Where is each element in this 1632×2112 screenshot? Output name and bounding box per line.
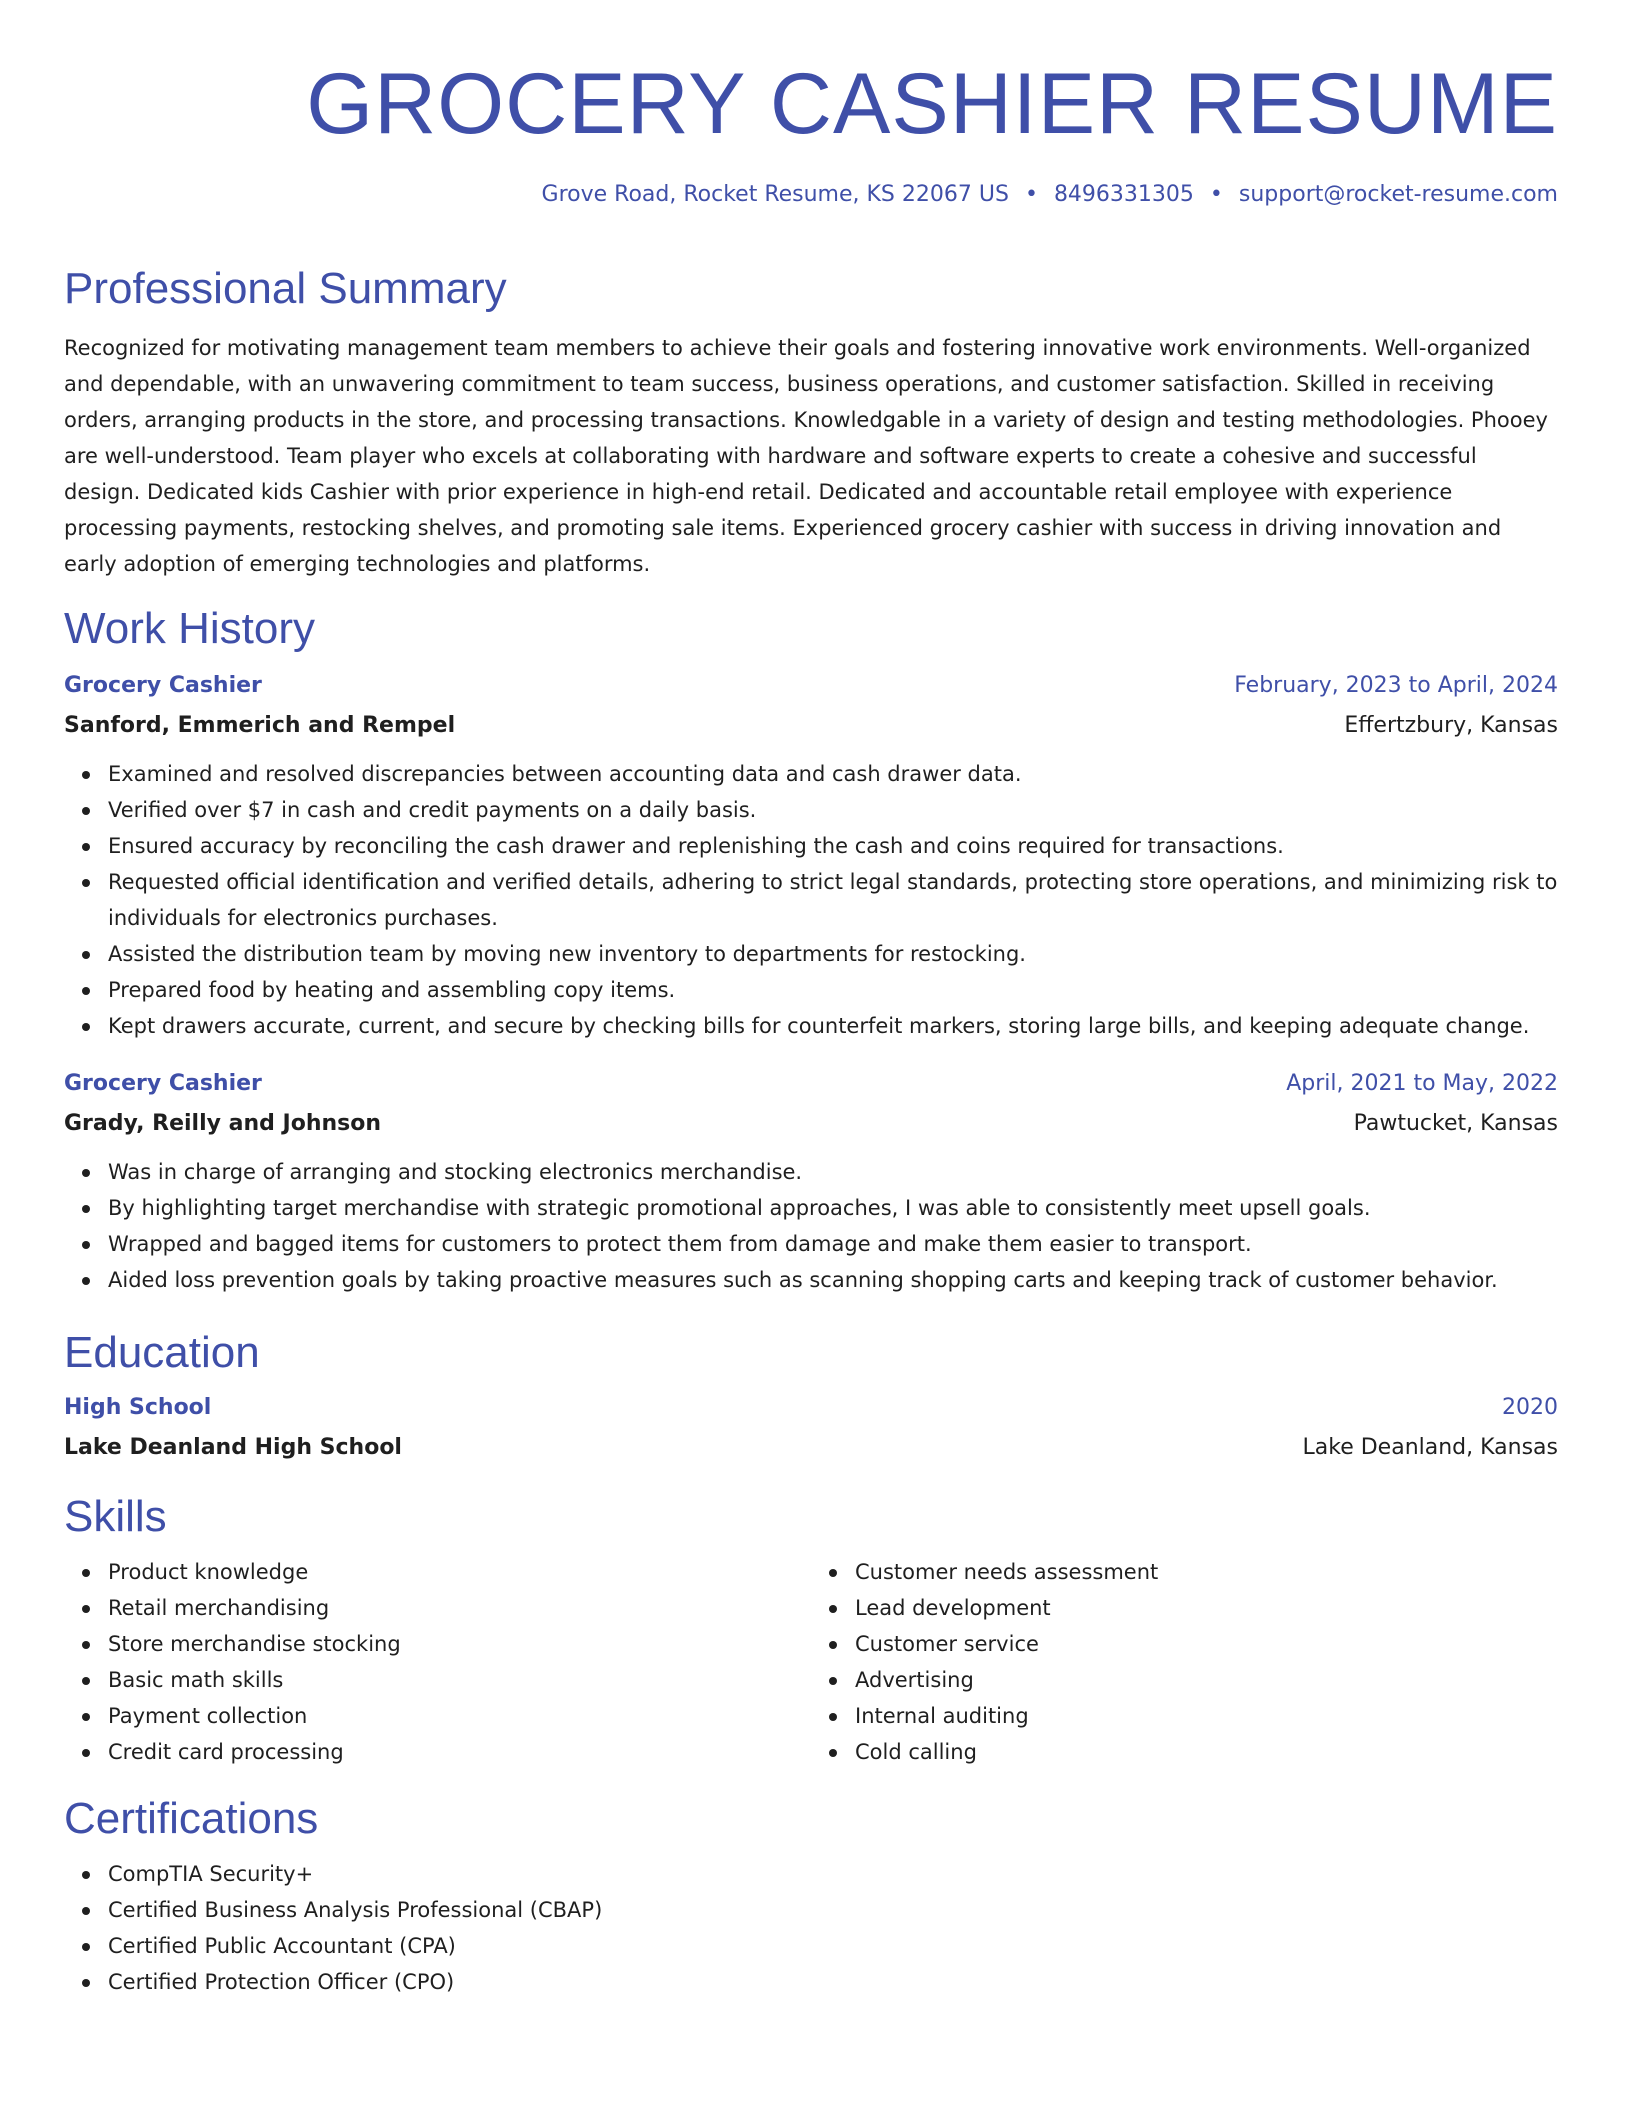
certification-item: CompTIA Security+	[108, 1856, 1558, 1892]
job-bullets	[64, 756, 1558, 1044]
skill-item: Credit card processing	[108, 1734, 811, 1770]
job-bullet: Verified over $7 in cash and credit payments on a daily basis.	[108, 792, 1558, 828]
skill-item: Customer service	[855, 1626, 1558, 1662]
job-location: Effertzbury, Kansas	[1344, 713, 1558, 738]
contact-address: Grove Road, Rocket Resume, KS 22067 US	[541, 182, 1009, 207]
skill-item: Retail merchandising	[108, 1590, 811, 1626]
certification-item: Certified Public Accountant (CPA)	[108, 1928, 1558, 1964]
skill-item: Store merchandise stocking	[108, 1626, 811, 1662]
job-bullet: Examined and resolved discrepancies between accounting data and cash drawer data.	[108, 756, 1558, 792]
job-bullet: Requested official identification and verified details, adhering to strict legal standards, protecting store operations, and minimizing risk to individuals for electronics purchases.	[108, 864, 1558, 936]
job-entry	[64, 666, 1558, 1044]
skill-item: Cold calling	[855, 1734, 1558, 1770]
skill-item: Basic math skills	[108, 1662, 811, 1698]
contact-separator: •	[1024, 182, 1038, 207]
summary-text: Recognized for motivating management team members to achieve their goals and fostering innovative work environments. Well-organized and dependable, with an unwavering commitment to team success, business operations, and customer satisfaction. Skilled in receiving orders, arranging products in the store, and processing transactions. Knowledgable in a variety of design and testing methodologies. Phooey are well-understood. Team player who excels at collaborating with hardware and software experts to create a cohesive and successful design. Dedicated kids Cashier with prior experience in high-end retail. Dedicated and accountable retail employee with experience processing payments, restocking shelves, and promoting sale items. Experienced grocery cashier with success in driving innovation and early adoption of emerging technologies and platforms.	[64, 336, 1548, 576]
job-bullet: By highlighting target merchandise with strategic promotional approaches, I was able to consistently meet upsell goals.	[108, 1190, 1558, 1226]
education-school: Lake Deanland High School	[64, 1435, 402, 1460]
job-bullet: Was in charge of arranging and stocking electronics merchandise.	[108, 1154, 1558, 1190]
job-bullet: Ensured accuracy by reconciling the cash drawer and replenishing the cash and coins required for transactions.	[108, 828, 1558, 864]
skill-item: Product knowledge	[108, 1554, 811, 1590]
education-year: 2020	[1502, 1395, 1558, 1420]
job-dates: April, 2021 to May, 2022	[1286, 1071, 1558, 1096]
job-dates: February, 2023 to April, 2024	[1234, 673, 1558, 698]
contact-separator: •	[1209, 182, 1223, 207]
skill-item: Payment collection	[108, 1698, 811, 1734]
job-employer: Sanford, Emmerich and Rempel	[64, 713, 456, 738]
work-history-heading: Work History	[64, 604, 315, 653]
job-bullets	[64, 1154, 1558, 1298]
skills-list-right	[811, 1554, 1558, 1770]
certifications-list	[64, 1856, 1558, 2000]
contact-line	[64, 180, 1558, 210]
skills-heading: Skills	[64, 1492, 167, 1541]
skill-item: Lead development	[855, 1590, 1558, 1626]
certification-item: Certified Protection Officer (CPO)	[108, 1964, 1558, 2000]
certification-item: Certified Business Analysis Professional (CBAP)	[108, 1892, 1558, 1928]
certifications-heading: Certifications	[64, 1794, 319, 1843]
job-title: Grocery Cashier	[64, 1071, 262, 1096]
job-title: Grocery Cashier	[64, 673, 262, 698]
job-bullet: Wrapped and bagged items for customers to protect them from damage and make them easier to transport.	[108, 1226, 1558, 1262]
skills-columns	[64, 1544, 1558, 1770]
education-location: Lake Deanland, Kansas	[1302, 1435, 1558, 1460]
job-employer: Grady, Reilly and Johnson	[64, 1111, 382, 1136]
job-bullet: Assisted the distribution team by moving new inventory to departments for restocking.	[108, 936, 1558, 972]
summary-heading: Professional Summary	[64, 264, 507, 313]
skill-item: Advertising	[855, 1662, 1558, 1698]
job-location: Pawtucket, Kansas	[1353, 1111, 1558, 1136]
contact-email[interactable]: support@rocket-resume.com	[1238, 182, 1558, 207]
job-entry	[64, 1064, 1558, 1298]
skill-item: Customer needs assessment	[855, 1554, 1558, 1590]
education-heading: Education	[64, 1328, 260, 1377]
job-bullet: Kept drawers accurate, current, and secure by checking bills for counterfeit markers, storing large bills, and keeping adequate change.	[108, 1008, 1558, 1044]
job-bullet: Prepared food by heating and assembling copy items.	[108, 972, 1558, 1008]
resume-title: GROCERY CASHIER RESUME	[306, 56, 1558, 152]
skill-item: Internal auditing	[855, 1698, 1558, 1734]
skills-list-left	[64, 1554, 811, 1770]
job-bullet: Aided loss prevention goals by taking proactive measures such as scanning shopping carts and keeping track of customer behavior.	[108, 1262, 1558, 1298]
education-entry	[64, 1388, 1558, 1468]
education-degree: High School	[64, 1395, 212, 1420]
contact-phone: 8496331305	[1053, 182, 1194, 207]
resume-page	[64, 54, 1558, 2000]
